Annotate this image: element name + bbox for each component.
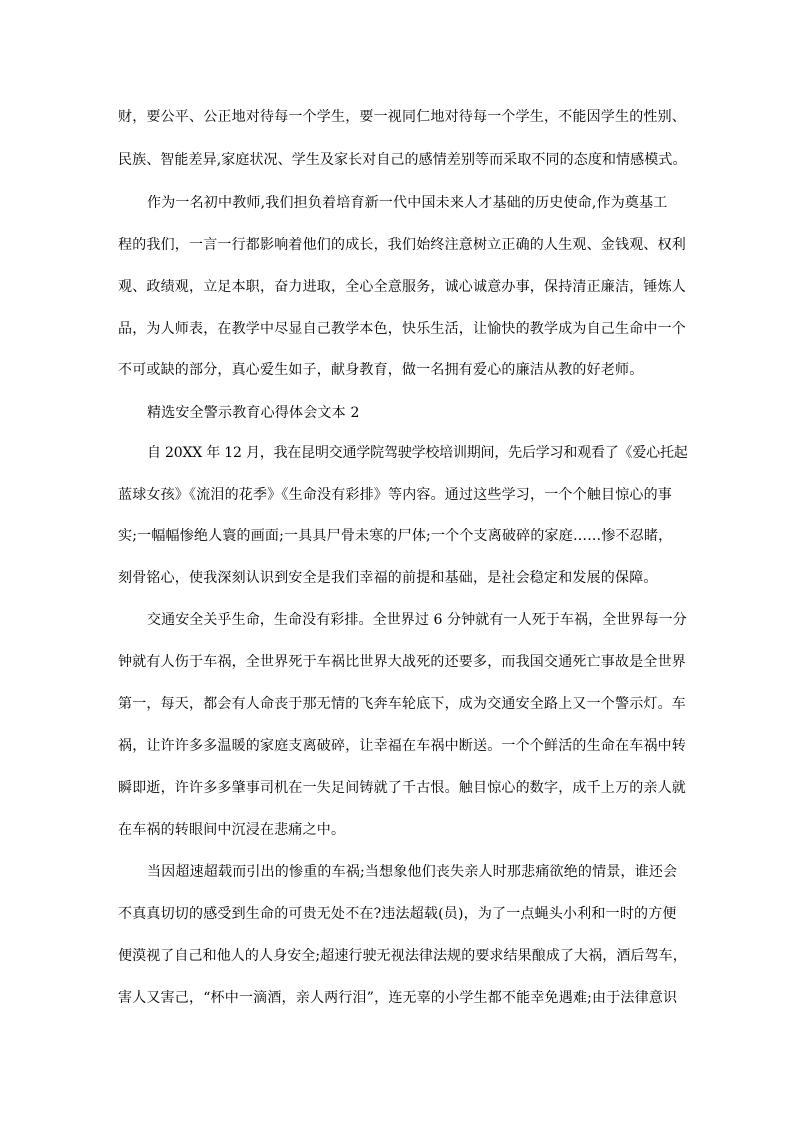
paragraph-line: 当因超速超载而引出的惨重的车祸;当想象他们丧失亲人时那悲痛欲绝的情景，谁还会 bbox=[147, 864, 678, 880]
paragraph-line: 不真真切切的感受到生命的可贵无处不在?违法超载(员)，为了一点蝇头小利和一时的方便 bbox=[118, 906, 677, 922]
paragraph-line: 实;一幅幅惨绝人寰的画面;一具具尸骨未寒的尸体;一个个支离破碎的家庭……惨不忍睹， bbox=[118, 528, 673, 544]
paragraph-line: 便漠视了自己和他人的人身安全;超速行驶无视法律法规的要求结果酿成了大祸，酒后驾车， bbox=[118, 948, 687, 964]
paragraph-line: 钟就有人伤于车祸，全世界死于车祸比世界大战死的还要多，而我国交通死亡事故是全世界 bbox=[118, 654, 686, 670]
paragraph-line: 瞬即逝，许许多多肇事司机在一失足间铸就了千古恨。触目惊心的数字，成千上万的亲人就 bbox=[118, 780, 686, 796]
paragraph-line: 第一，每天，都会有人命丧于那无情的飞奔车轮底下，成为交通安全路上又一个警示灯。车 bbox=[118, 696, 686, 712]
paragraph-line: 观、政绩观，立足本职，奋力进取，全心全意服务，诚心诚意办事，保持清正廉洁，锤炼人 bbox=[118, 279, 686, 295]
paragraph-line: 祸，让许许多多温暖的家庭支离破碎，让幸福在车祸中断送。一个个鲜活的生命在车祸中转 bbox=[118, 738, 686, 754]
paragraph-line: 作为一名初中教师,我们担负着培育新一代中国未来人才基础的历史使命,作为奠基工 bbox=[147, 195, 668, 211]
paragraph-line: 品，为人师表，在教学中尽显自己教学本色，快乐生活，让愉快的教学成为自己生命中一个 bbox=[118, 321, 686, 337]
paragraph-line: 财，要公平、公正地对待每一个学生，要一视同仁地对待每一个学生，不能因学生的性别、 bbox=[118, 109, 686, 125]
paragraph-line: 民族、智能差异,家庭状况、学生及家长对自己的感情差别等而采取不同的态度和情感模式。 bbox=[118, 152, 687, 168]
paragraph-line: 刻骨铭心，使我深刻认识到安全是我们幸福的前提和基础，是社会稳定和发展的保障。 bbox=[118, 570, 658, 586]
paragraph-line: 程的我们，一言一行都影响着他们的成长，我们始终注意树立正确的人生观、金钱观、权利 bbox=[118, 237, 686, 253]
paragraph-line: 在车祸的转眼间中沉浸在悲痛之中。 bbox=[118, 822, 346, 838]
paragraph-line: 蓝球女孩》《流泪的花季》《生命没有彩排》等内容。通过这些学习，一个个触目惊心的事 bbox=[118, 487, 672, 503]
paragraph-line: 不可或缺的部分，真心爱生如子，献身教育，做一名拥有爱心的廉洁从教的好老师。 bbox=[118, 362, 644, 378]
paragraph-line: 自 20XX 年 12 月，我在昆明交通学院驾驶学校培训期间，先后学习和观看了《爱心托起 bbox=[147, 445, 688, 461]
section-heading: 精选安全警示教育心得体会文本 2 bbox=[147, 405, 360, 421]
paragraph-line: 交通安全关乎生命，生命没有彩排。全世界过 6 分钟就有一人死于车祸，全世界每一分 bbox=[147, 612, 687, 628]
paragraph-line: 害人又害己，“杯中一滴酒，亲人两行泪”，连无辜的小学生都不能幸免遇难;由于法律意识 bbox=[118, 990, 678, 1006]
